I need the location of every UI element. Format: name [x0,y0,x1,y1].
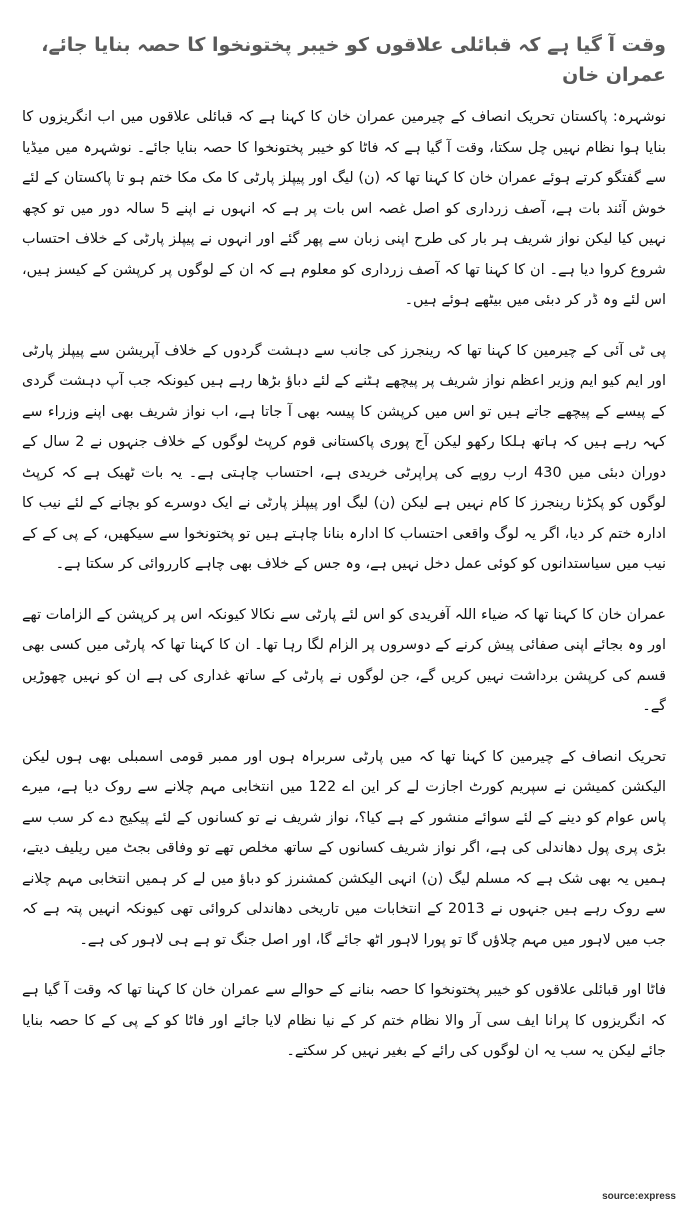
article-headline: وقت آ گیا ہے کہ قبائلی علاقوں کو خیبر پختونخوا کا حصہ بنایا جائے، عمران خان [41,34,666,86]
source-credit: source:express [602,1191,676,1202]
article-paragraph-3: عمران خان کا کہنا تھا کہ ضیاء اللہ آفریدی کو اس لئے پارٹی سے نکالا کیونکہ اس پر کرپشن کے الزامات تھے اور وہ بجائے اپنی صفائی پیش کرنے کے دوسروں پر الزام لگا رہا تھا۔ ان کا کہنا تھا کہ پارٹی میں کسی بھی قسم کی کرپشن برداشت نہیں کریں گے، جن لوگوں نے پارٹی کے ساتھ غداری کی ہے ان کو نہیں چھوڑیں گے۔ [22,606,666,714]
article-paragraph-1: نوشہرہ: پاکستان تحریک انصاف کے چیرمین عمران خان کا کہنا ہے کہ قبائلی علاقوں میں اب انگریزوں کا بنایا ہوا نظام نہیں چل سکتا، وقت آ گیا ہے کہ فاٹا کو خیبر پختونخوا کا حصہ بنایا جائے۔ نوشہرہ میں میڈیا سے گفتگو کرتے ہوئے عمران خان کا کہنا تھا کہ (ن) لیگ اور پیپلز پارٹی کا مک مکا ختم ہو تا پاکستان کے لئے خوش آئند بات ہے، آصف زرداری کو اصل غصہ اس بات پر ہے کہ انہوں نے اپنے 5 سالہ دور میں تو کچھ نہیں کیا لیکن نواز شریف ہر بار کی طرح اپنی زبان سے پھر گئے اور انہوں نے پیپلز پارٹی کے خلاف احتساب شروع کروا دیا ہے۔ ان کا کہنا تھا کہ آصف زرداری کو معلوم ہے کہ ان کے لوگوں پر کرپشن کے کیسز ہیں، اس لئے وہ ڈر کر دبئی میں بیٹھے ہوئے ہیں۔ [22,109,666,308]
article-paragraph-2: پی ٹی آئی کے چیرمین کا کہنا تھا کہ رینجرز کی جانب سے دہشت گردوں کے خلاف آپریشن سے پیپلز پارٹی اور ایم کیو ایم وزیر اعظم نواز شریف پر پیچھے ہٹنے کے لئے دباؤ بڑھا رہے ہیں کیونکہ جب آپ دہشت گردی کے پیسے کے پیچھے جاتے ہیں تو اس میں کرپشن کا پیسہ بھی آ جاتا ہے، اب نواز شریف بھی اپنے وزراء سے کہہ رہے ہیں کہ ہاتھ ہلکا رکھو لیکن آج پوری پاکستانی قوم کرپٹ لوگوں کے خلاف جنہوں نے 2 سال کے دوران دبئی میں 430 ارب روپے کی پراپرٹی خریدی ہے، احتساب چاہتی ہے۔ یہ بات ٹھیک ہے کہ کرپٹ لوگوں کو پکڑنا رینجرز کا کام نہیں ہے لیکن (ن) لیگ اور پیپلز پارٹی نے ایک دوسرے کو بچانے کے لئے نیب کا ادارہ ختم کر دیا، اگر یہ لوگ واقعی احتساب کا ادارہ بنانا چاہتے ہیں تو پختونخوا سے سیکھیں، کے پی کے کے نیب میں سیاستدانوں کو کوئی عمل دخل نہیں ہے، وہ جس کے خلاف بھی چاہے کارروائی کر سکتا ہے۔ [22,342,666,572]
article-paragraph-5: فاٹا اور قبائلی علاقوں کو خیبر پختونخوا کا حصہ بنانے کے حوالے سے عمران خان کا کہنا تھا کہ وقت آ گیا ہے کہ انگریزوں کا پرانا ایف سی آر والا نظام ختم کر کے نیا نظام لایا جائے اور فاٹا کو کے پی کے کا حصہ بنایا جائے لیکن یہ سب یہ ان لوگوں کی رائے کے بغیر نہیں کر سکتے۔ [22,982,666,1059]
article-paragraph-4: تحریک انصاف کے چیرمین کا کہنا تھا کہ میں پارٹی سربراہ ہوں اور ممبر قومی اسمبلی بھی ہوں لیکن الیکشن کمیشن نے سپریم کورٹ اجازت لے کر این اے 122 میں انتخابی مہم چلانے سے روک دیا ہے، میرے پاس عوام کو دینے کے لئے سوائے منشور کے ہے کیا؟، نواز شریف نے تو کسانوں کے لئے پیکیج دے کر سب سے بڑی پری پول دھاندلی کی ہے، اگر نواز شریف کسانوں کے ساتھ مخلص تھے تو وفاقی بجٹ میں ریلیف دیتے، ہمیں یہ بھی شک ہے کہ مسلم لیگ (ن) انہی الیکشن کمشنرز کو دباؤ میں لے کر ہمیں انتخابی مہم چلانے سے روک رہے ہیں جنہوں نے 2013 کے انتخابات میں تاریخی دھاندلی کروائی تھی کیونکہ انہیں پتہ ہے کہ جب میں لاہور میں مہم چلاؤں گا تو پورا لاہور اٹھ جائے گا، اور اصل جنگ تو ہے ہی لاہور کی ہے۔ [22,748,666,948]
